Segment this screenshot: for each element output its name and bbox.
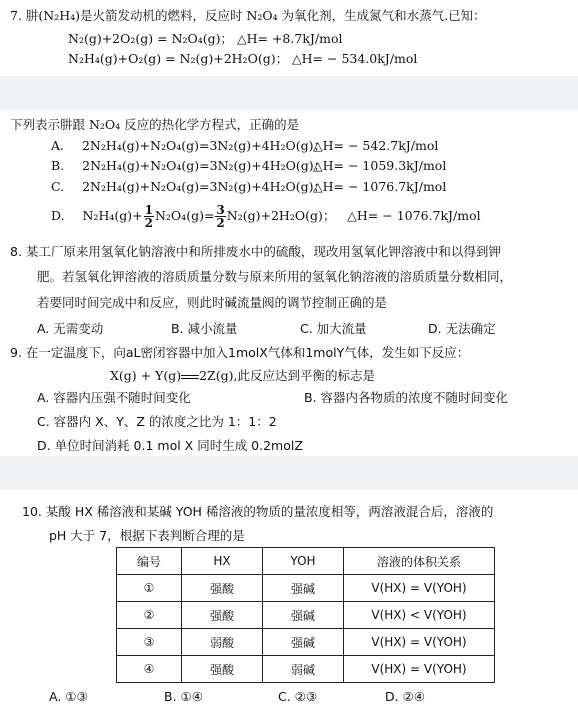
- table-cell: 强酸: [182, 656, 263, 683]
- table-row: [117, 656, 495, 683]
- q8-line-1: 8. 某工厂原来用氢氧化钠溶液中和所排废水中的硫酸，现改用氢氧化钾溶液中和以得到钾: [10, 244, 501, 259]
- q7-option-a: [51, 138, 326, 154]
- q10-option-c: C. ②③: [278, 689, 318, 704]
- option-d-part3: N₂(g)+2H₂O(g)；: [226, 208, 336, 223]
- table-cell: ④: [117, 656, 182, 683]
- separator: [0, 456, 578, 490]
- table-header: 编号: [117, 548, 182, 575]
- table-header: HX: [182, 548, 263, 575]
- table-cell: 强酸: [182, 602, 263, 629]
- q7-option-d: [51, 202, 481, 230]
- reaction-reactants: X(g) + Y(g): [110, 368, 182, 383]
- q7-option-c: [51, 179, 326, 195]
- fraction-one-half: $\frac{1}{2}$: [144, 203, 153, 230]
- table-cell: ②: [117, 602, 182, 629]
- table-cell: 弱酸: [182, 629, 263, 656]
- option-letter: D.: [51, 208, 65, 223]
- table-cell: ③: [117, 629, 182, 656]
- question-10-block: [0, 490, 578, 726]
- q7-equation-1: N₂(g)+2O₂(g) = N₂O₄(g)； △H= +8.7kJ/mol: [68, 31, 343, 46]
- q10-option-b: B. ①④: [164, 689, 203, 704]
- q7-option-b: [51, 158, 326, 174]
- option-equation: 2N₂H₄(g)+N₂O₄(g)=3N₂(g)+4H₂O(g)；: [82, 158, 327, 173]
- q8-option-b: B. 减小流量: [171, 321, 238, 336]
- q9-reaction: [110, 368, 375, 384]
- table-header-row: [117, 548, 495, 575]
- q10-option-d: D. ②④: [385, 689, 425, 704]
- option-d-dh: △H= − 1076.7kJ/mol: [347, 208, 481, 223]
- q10-line-2: pH 大于 7，根据下表判断合理的是: [49, 528, 245, 543]
- separator: [0, 76, 578, 110]
- table-cell: V(HX) < V(YOH): [344, 602, 495, 629]
- q9-stem: 9. 在一定温度下，向aL密闭容器中加入1molX气体和1molY气体，发生如下反应：: [10, 345, 470, 360]
- q8-option-c: C. 加大流量: [300, 321, 367, 336]
- questions-7-9-block: [0, 110, 578, 456]
- table-cell: ①: [117, 575, 182, 602]
- table-cell: 强碱: [263, 602, 344, 629]
- q8-option-a: A. 无需变动: [37, 321, 104, 336]
- q9-option-d: D. 单位时间消耗 0.1 mol X 同时生成 0.2molZ: [37, 438, 303, 453]
- fraction-three-halves: $\frac{3}{2}$: [216, 203, 225, 230]
- table-cell: 强碱: [263, 575, 344, 602]
- table-header: YOH: [263, 548, 344, 575]
- table-row: [117, 629, 495, 656]
- q10-table: [116, 547, 495, 683]
- equilibrium-arrow-icon: [181, 373, 199, 381]
- q7-stem: 7. 肼(N₂H₄)是火箭发动机的燃料，反应时 N₂O₄ 为氧化剂，生成氮气和水蒸气.已知：: [10, 8, 486, 23]
- table-cell: 强酸: [182, 575, 263, 602]
- q9-option-a: A. 容器内压强不随时间变化: [37, 390, 191, 405]
- table-cell: V(HX) = V(YOH): [344, 656, 495, 683]
- q7-equation-2: N₂H₄(g)+O₂(g) = N₂(g)+2H₂O(g)； △H= − 534.0kJ/mol: [68, 51, 418, 66]
- reaction-products: 2Z(g),此反应达到平衡的标志是: [199, 368, 375, 383]
- q8-option-d: D. 无法确定: [428, 321, 496, 336]
- q8-line-3: 若要同时间完成中和反应，则此时碱流量阀的调节控制正确的是: [37, 295, 388, 310]
- q8-line-2: 肥。若氢氧化钾溶液的溶质质量分数与原来所用的氢氧化钠溶液的溶质质量分数相同，: [37, 269, 513, 284]
- option-d-part1: N₂H₄(g)+: [82, 208, 143, 223]
- q7-prompt: 下列表示肼跟 N₂O₄ 反应的热化学方程式，正确的是: [10, 117, 300, 132]
- question-7-block: [0, 0, 578, 76]
- table-cell: V(HX) = V(YOH): [344, 575, 495, 602]
- option-equation: 2N₂H₄(g)+N₂O₄(g)=3N₂(g)+4H₂O(g)；: [81, 138, 326, 153]
- q10-option-a: A. ①③: [49, 689, 88, 704]
- table-cell: 弱碱: [263, 656, 344, 683]
- q7-option-b-dh: △H= − 1059.3kJ/mol: [313, 158, 447, 173]
- q7-option-a-dh: △H= − 542.7kJ/mol: [313, 138, 439, 153]
- q9-option-b: B. 容器内各物质的浓度不随时间变化: [304, 390, 509, 405]
- table-row: [117, 602, 495, 629]
- table-row: [117, 575, 495, 602]
- q9-option-c: C. 容器内 X、Y、Z 的浓度之比为 1：1：2: [37, 414, 277, 429]
- table-cell: 强碱: [263, 629, 344, 656]
- option-letter: A.: [51, 138, 65, 153]
- q10-line-1: 10. 某酸 HX 稀溶液和某碱 YOH 稀溶液的物质的量浓度相等，两溶液混合后，溶液的: [22, 504, 494, 519]
- option-letter: B.: [51, 158, 65, 173]
- option-d-part2: N₂O₄(g)=: [154, 208, 215, 223]
- option-equation: 2N₂H₄(g)+N₂O₄(g)=3N₂(g)+4H₂O(g)；: [82, 179, 327, 194]
- table-cell: V(HX) = V(YOH): [344, 629, 495, 656]
- table-header: 溶液的体积关系: [344, 548, 495, 575]
- q7-option-c-dh: △H= − 1076.7kJ/mol: [313, 179, 447, 194]
- option-letter: C.: [51, 179, 65, 194]
